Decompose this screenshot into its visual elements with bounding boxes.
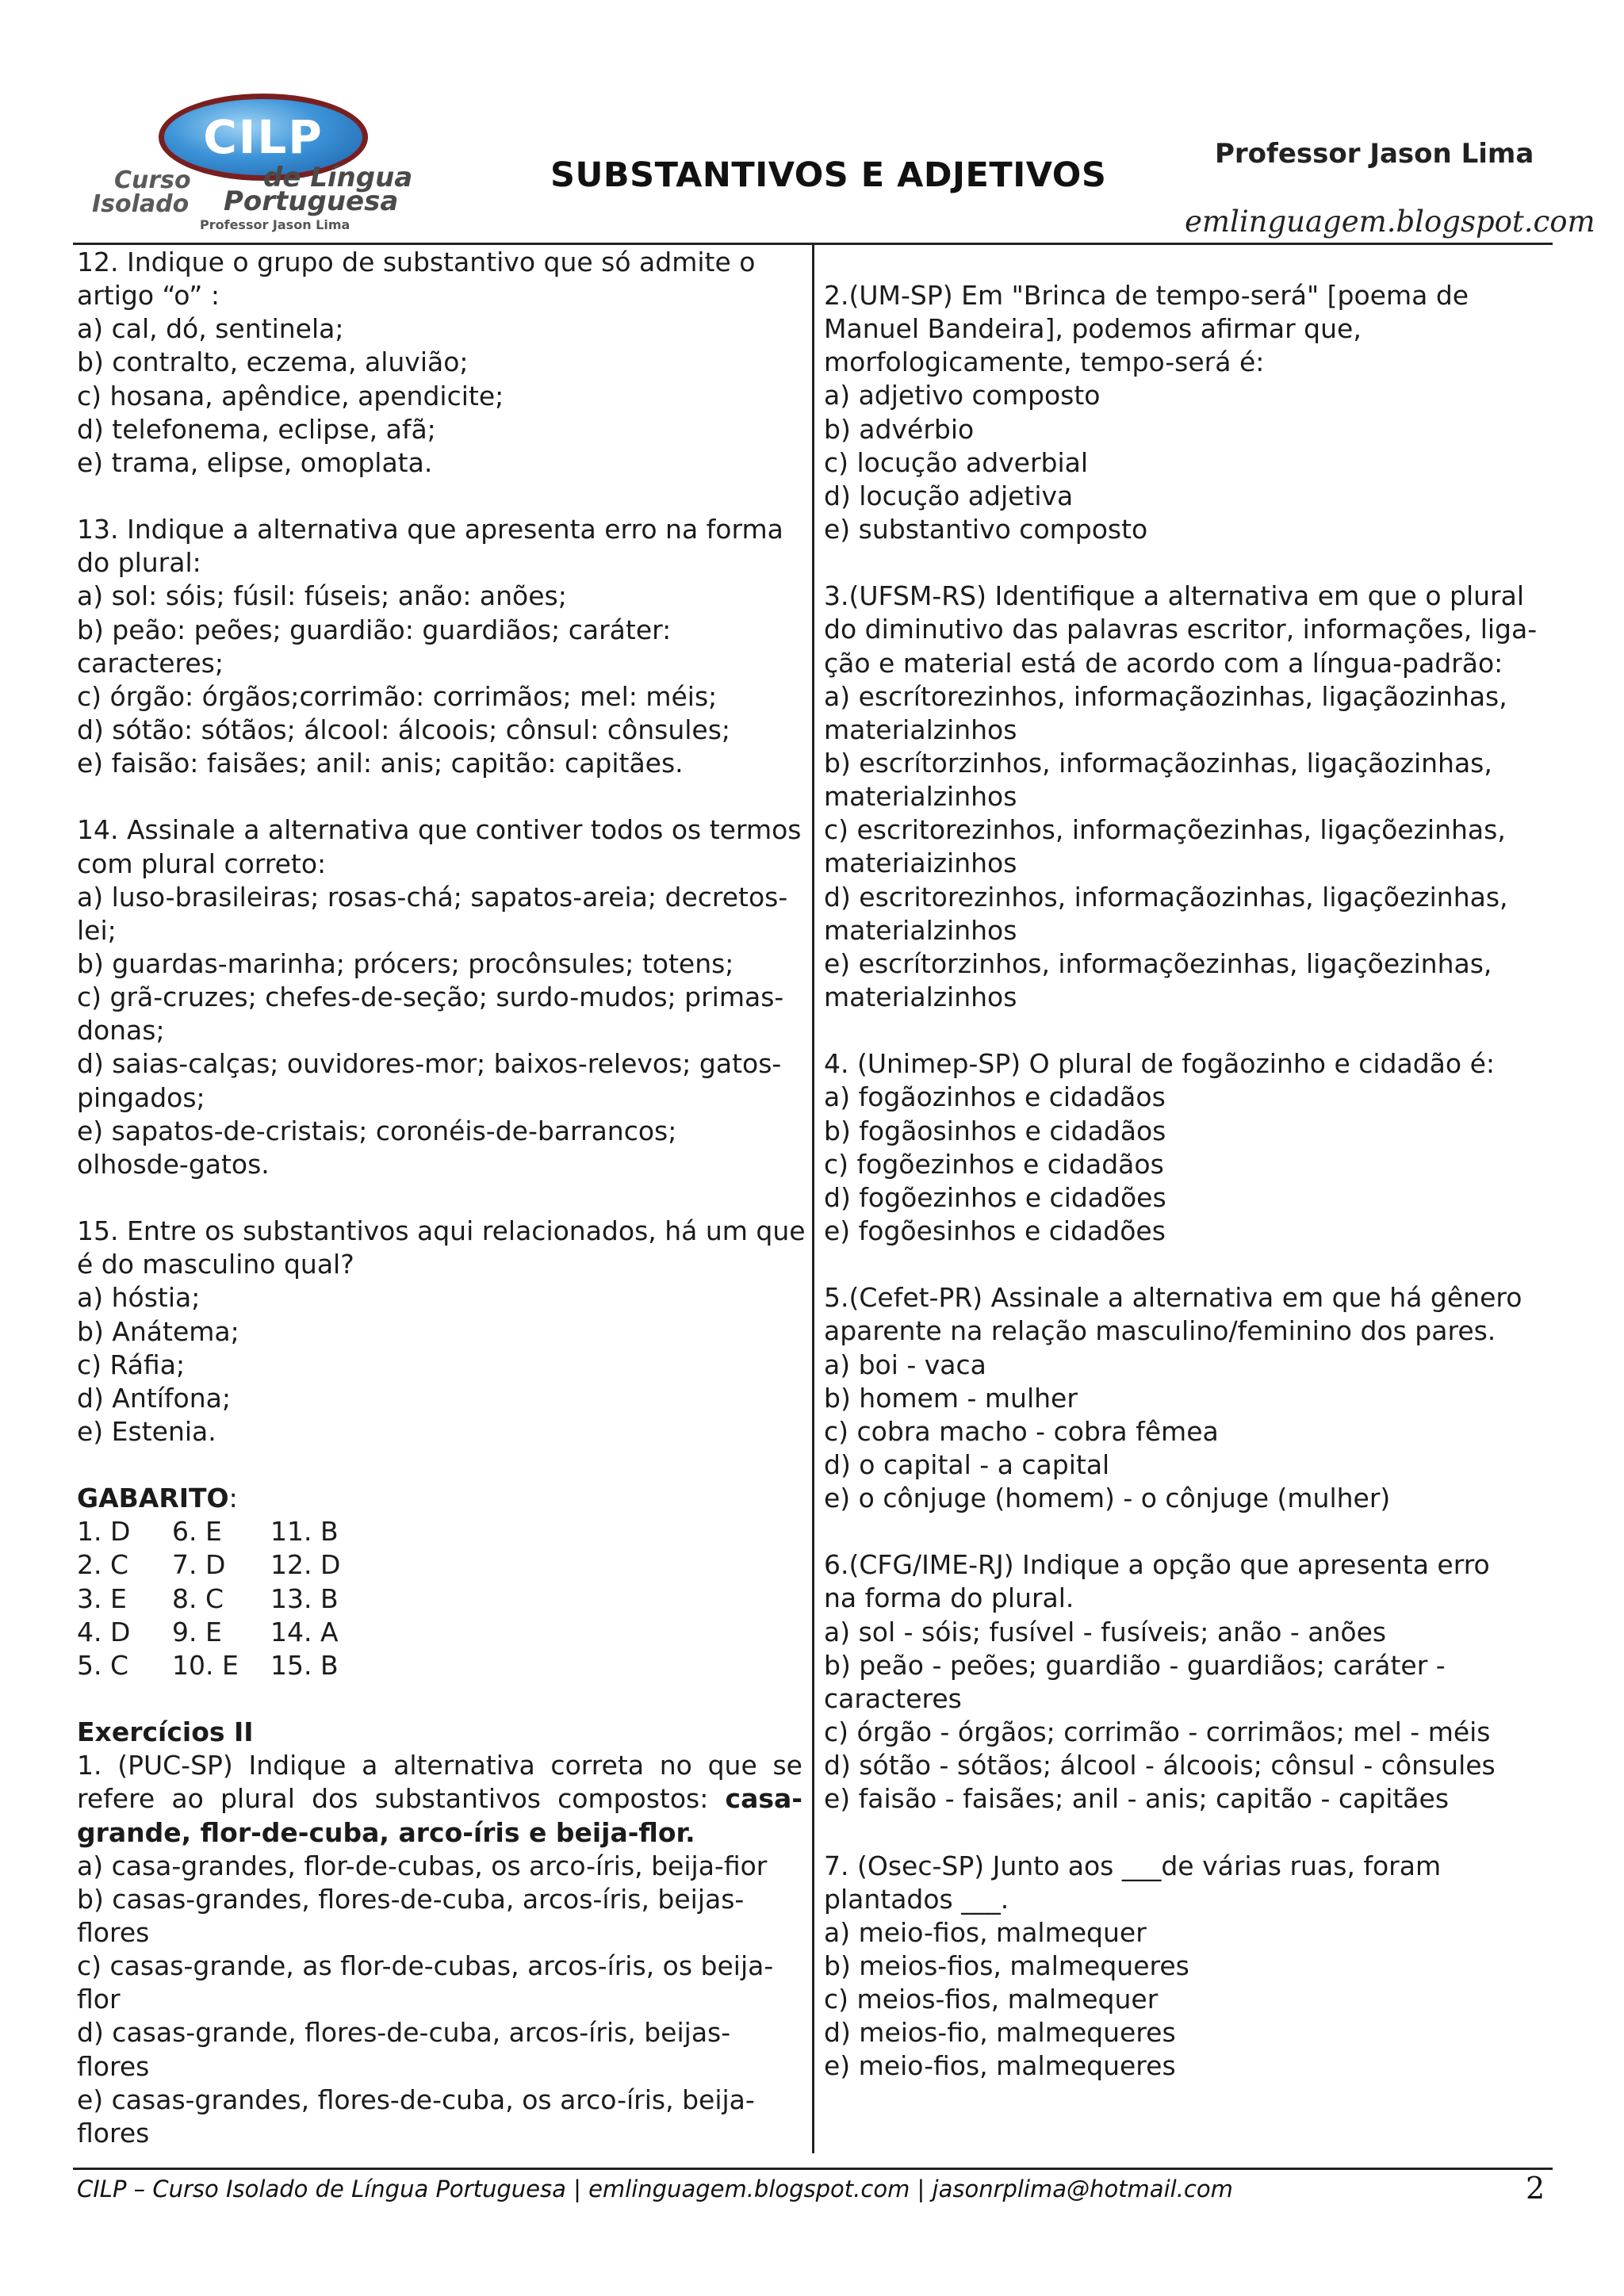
q13-line: do plural:	[77, 547, 201, 579]
exercises-ii-section	[77, 1716, 802, 2150]
spacer	[77, 780, 802, 813]
answer-key-cell: 4. D	[77, 1616, 131, 1647]
q14-option: olhosde-gatos.	[77, 1148, 270, 1180]
ex2-q1-option: flores	[77, 2050, 150, 2082]
answer-key-cell: 3. E	[77, 1582, 127, 1614]
q2-line: Manuel Bandeira], podemos afirmar que,	[824, 313, 1362, 345]
answer-key-cell: 5. C	[77, 1649, 129, 1681]
q13-option: d) sótão: sótãos; álcool: álcoois; cônsul: cônsules;	[77, 714, 731, 745]
answer-key	[77, 1482, 802, 1682]
q3-option: materialzinhos	[824, 781, 1017, 813]
q12-option: a) cal, dó, sentinela;	[77, 313, 344, 345]
ex2-q1-option: d) casas-grande, flores-de-cuba, arcos-íris, beijas-	[77, 2017, 731, 2049]
q3-option: d) escritorezinhos, informaçãozinhas, ligaçõezinhas,	[824, 881, 1508, 913]
answer-key-cell: 1. D	[77, 1516, 131, 1548]
word: ao	[171, 1783, 204, 1815]
q6-line: na forma do plural.	[824, 1582, 1074, 1614]
ex2-q1-option: flores	[77, 2117, 150, 2149]
spacer	[824, 546, 1553, 580]
q2-option: e) substantivo composto	[824, 513, 1148, 545]
q12-option: d) telefonema, eclipse, afã;	[77, 413, 436, 445]
word: dos	[312, 1783, 358, 1815]
q6-line: 6.(CFG/IME-RJ) Indique a opção que apresenta erro	[824, 1549, 1490, 1581]
q7-option: c) meios-fios, malmequer	[824, 1984, 1159, 2015]
q14-line: com plural correto:	[77, 848, 327, 879]
logo-badge-text: CILP	[203, 110, 324, 164]
left-column	[77, 246, 806, 2150]
q15-line: é do masculino qual?	[77, 1249, 354, 1280]
ex2-q1-option: flor	[77, 1984, 121, 2015]
q14-option: e) sapatos-de-cristais; coronéis-de-barrancos;	[77, 1115, 677, 1146]
word: refere	[77, 1783, 155, 1815]
ex2-q1-option: b) casas-grandes, flores-de-cuba, arcos-íris, beijas-	[77, 1883, 745, 1915]
word: substantivos	[374, 1783, 541, 1815]
q2-option: b) advérbio	[824, 413, 975, 445]
q15-option: a) hóstia;	[77, 1282, 201, 1314]
q6-option: a) sol - sóis; fusível - fusíveis; anão - anões	[824, 1616, 1387, 1647]
answer-key-colon: :	[228, 1483, 238, 1514]
q15-option: d) Antífona;	[77, 1382, 231, 1414]
answer-key-row	[77, 1649, 802, 1682]
answer-key-cell: 11. B	[270, 1516, 339, 1548]
column-divider	[812, 243, 814, 2153]
q3-line: 3.(UFSM-RS) Identifique a alternativa em que o plural	[824, 580, 1525, 612]
answer-key-label: GABARITO	[77, 1483, 229, 1514]
word: plural	[220, 1783, 295, 1815]
question-5	[824, 1281, 1553, 1515]
q3-option: c) escritorezinhos, informaçõezinhas, ligaçõezinhas,	[824, 814, 1506, 846]
question-2	[824, 279, 1553, 546]
q14-line: 14. Assinale a alternativa que contiver todos os termos	[77, 814, 802, 846]
q4-line: 4. (Unimep-SP) O plural de fogãozinho e cidadão é:	[824, 1048, 1495, 1080]
answer-key-row	[77, 1582, 802, 1616]
q14-option: donas;	[77, 1015, 165, 1047]
q6-option: d) sótão - sótãos; álcool - álcoois; cônsul - cônsules	[824, 1750, 1496, 1781]
q5-option: e) o cônjuge (homem) - o cônjuge (mulher)	[824, 1483, 1391, 1514]
exercises-ii-heading: Exercícios II	[77, 1716, 254, 1748]
word: se	[772, 1750, 802, 1781]
answer-key-cell: 7. D	[172, 1549, 226, 1581]
spacer	[824, 1014, 1553, 1047]
word: compostos:	[557, 1783, 709, 1815]
word: no	[659, 1750, 692, 1781]
q13-option: e) faisão: faisães; anil: anis; capitão: capitães.	[77, 748, 684, 779]
q12-line: artigo “o” :	[77, 280, 220, 312]
q15-option: c) Ráfia;	[77, 1349, 186, 1380]
ex2-q1-option: a) casa-grandes, flor-de-cubas, os arco-íris, beija-fior	[77, 1850, 768, 1881]
q13-option: c) órgão: órgãos;corrimão: corrimãos; mel: méis;	[77, 680, 718, 712]
word: (PUC-SP)	[117, 1750, 233, 1781]
answer-key-row	[77, 1548, 802, 1582]
spacer	[824, 1515, 1553, 1548]
page-number: 2	[1526, 2171, 1545, 2206]
blog-url: emlinguagem.blogspot.com	[1185, 205, 1595, 239]
q7-option: b) meios-fios, malmequeres	[824, 1950, 1189, 1982]
word: 1.	[77, 1750, 102, 1781]
question-15	[77, 1215, 806, 1448]
q7-line: plantados ___.	[824, 1883, 1009, 1915]
footer-rule	[73, 2168, 1553, 2170]
question-7	[824, 1850, 1553, 2084]
q2-option: a) adjetivo composto	[824, 380, 1101, 411]
q14-option: c) grã-cruzes; chefes-de-seção; surdo-mudos; primas-	[77, 982, 784, 1013]
q3-option: a) escrítorezinhos, informaçãozinhas, ligaçãozinhas,	[824, 680, 1507, 712]
q14-option: pingados;	[77, 1081, 205, 1113]
q5-option: c) cobra macho - cobra fêmea	[824, 1415, 1219, 1447]
cilp-logo	[81, 87, 430, 235]
answer-key-heading	[77, 1482, 802, 1515]
q5-line: 5.(Cefet-PR) Assinale a alternativa em que há gênero	[824, 1282, 1522, 1314]
question-3	[824, 580, 1553, 1014]
q3-option: e) escrítorzinhos, informaçõezinhas, ligaçõezinhas,	[824, 947, 1492, 979]
question-4	[824, 1047, 1553, 1248]
word: Indique	[248, 1750, 347, 1781]
q3-option: materialzinhos	[824, 914, 1017, 946]
q12-option: b) contralto, eczema, aluvião;	[77, 346, 469, 378]
q15-line: 15. Entre os substantivos aqui relacionados, há um que	[77, 1215, 806, 1247]
q5-option: a) boi - vaca	[824, 1349, 986, 1380]
q7-option: d) meios-fio, malmequeres	[824, 2017, 1176, 2049]
q3-option: materiaizinhos	[824, 848, 1017, 879]
q13-line: 13. Indique a alternativa que apresenta erro na forma	[77, 514, 783, 545]
q2-option: c) locução adverbial	[824, 446, 1089, 478]
q6-option: e) faisão - faisães; anil - anis; capitão - capitães	[824, 1783, 1450, 1815]
q2-line: 2.(UM-SP) Em "Brinca de tempo-será" [poema de	[824, 280, 1469, 311]
logo-text-isolado: Isolado	[92, 190, 190, 218]
footer-text: CILP – Curso Isolado de Língua Portuguesa | emlinguagem.blogspot.com | jasonrplima@hotmail.com	[77, 2175, 1233, 2202]
word-bold: casa-	[725, 1783, 802, 1815]
spacer	[824, 1816, 1553, 1849]
professor-name: Professor Jason Lima	[1215, 138, 1534, 170]
question-13	[77, 513, 802, 780]
q5-option: d) o capital - a capital	[824, 1448, 1110, 1480]
q13-option: a) sol: sóis; fúsil: fúseis; anão: anões;	[77, 580, 567, 612]
q4-option: b) fogãosinhos e cidadãos	[824, 1115, 1166, 1146]
logo-text-curso: Curso	[114, 166, 191, 194]
word: alternativa	[393, 1750, 535, 1781]
q6-option: caracteres	[824, 1682, 962, 1714]
q5-option: b) homem - mulher	[824, 1382, 1078, 1414]
q6-option: b) peão - peões; guardião - guardiãos; caráter -	[824, 1649, 1446, 1681]
answer-key-cell: 10. E	[172, 1649, 239, 1681]
answer-key-row	[77, 1515, 802, 1548]
logo-text-professor: Professor Jason Lima	[200, 217, 350, 232]
document-title: SUBSTANTIVOS E ADJETIVOS	[550, 155, 1107, 195]
q3-line: do diminutivo das palavras escritor, informações, liga-	[824, 614, 1538, 645]
q6-option: c) órgão - órgãos; corrimão - corrimãos; mel - méis	[824, 1716, 1491, 1748]
ex2-q1-option: flores	[77, 1917, 150, 1949]
q12-option: e) trama, elipse, omoplata.	[77, 446, 433, 478]
word: correta	[550, 1750, 645, 1781]
answer-key-cell: 12. D	[270, 1549, 341, 1581]
q13-option: caracteres;	[77, 647, 224, 679]
question-14	[77, 813, 802, 1181]
q4-option: a) fogãozinhos e cidadãos	[824, 1081, 1166, 1113]
q3-line: ção e material está de acordo com a língua-padrão:	[824, 647, 1503, 679]
q12-line: 12. Indique o grupo de substantivo que só admite o	[77, 247, 756, 277]
q2-line: morfologicamente, tempo-será é:	[824, 346, 1265, 378]
q4-option: e) fogõesinhos e cidadões	[824, 1215, 1166, 1246]
answer-key-cell: 6. E	[172, 1516, 222, 1548]
q14-option: d) saias-calças; ouvidores-mor; baixos-relevos; gatos-	[77, 1048, 782, 1080]
q13-option: b) peão: peões; guardião: guardiãos; caráter:	[77, 614, 672, 645]
word: que	[707, 1750, 757, 1781]
spacer	[77, 1181, 802, 1215]
answer-key-cell: 13. B	[270, 1582, 339, 1614]
q12-option: c) hosana, apêndice, apendicite;	[77, 380, 504, 411]
question-12	[77, 246, 802, 480]
q7-line: 7. (Osec-SP) Junto aos ___de várias ruas, foram	[824, 1850, 1442, 1881]
q4-option: d) fogõezinhos e cidadões	[824, 1181, 1166, 1213]
ex2-q1-option: c) casas-grande, as flor-de-cubas, arcos-íris, os beija-	[77, 1950, 774, 1982]
answer-key-cell: 9. E	[172, 1616, 222, 1647]
logo-text-portuguesa: Portuguesa	[224, 186, 399, 217]
q14-option: b) guardas-marinha; prócers; procônsules; totens;	[77, 947, 734, 979]
logo-text-de-lingua: de Língua	[263, 162, 413, 193]
q2-option: d) locução adjetiva	[824, 480, 1074, 511]
q3-option: b) escrítorzinhos, informaçãozinhas, ligaçãozinhas,	[824, 747, 1492, 779]
answer-key-cell: 14. A	[270, 1616, 339, 1647]
spacer	[824, 1248, 1553, 1281]
answer-key-cell: 2. C	[77, 1549, 129, 1581]
q7-option: a) meio-fios, malmequer	[824, 1916, 1147, 1948]
spacer	[77, 1682, 802, 1716]
answer-key-cell: 8. C	[172, 1582, 224, 1614]
word: a	[362, 1750, 378, 1781]
question-6	[824, 1548, 1553, 1816]
q3-option: materialzinhos	[824, 714, 1017, 745]
ex2-q1-option: e) casas-grandes, flores-de-cuba, os arco-íris, beija-	[77, 2084, 755, 2115]
spacer	[77, 480, 802, 513]
answer-key-row	[77, 1616, 802, 1649]
q14-option: a) luso-brasileiras; rosas-chá; sapatos-areia; decretos-	[77, 881, 788, 913]
q14-option: lei;	[77, 914, 117, 946]
q3-option: materialzinhos	[824, 981, 1017, 1012]
answer-key-cell: 15. B	[270, 1649, 339, 1681]
q7-option: e) meio-fios, malmequeres	[824, 2050, 1176, 2082]
q15-option: e) Estenia.	[77, 1415, 216, 1447]
ex2-q1-line3: grande, flor-de-cuba, arco-íris e beija-flor.	[77, 1816, 695, 1848]
ex2-q1-line1	[77, 1749, 802, 1782]
q5-line: aparente na relação masculino/feminino dos pares.	[824, 1315, 1496, 1347]
ex2-q1-line2	[77, 1782, 802, 1816]
right-column	[824, 279, 1553, 2084]
spacer	[77, 1448, 802, 1482]
q4-option: c) fogõezinhos e cidadãos	[824, 1148, 1164, 1180]
q15-option: b) Anátema;	[77, 1315, 239, 1347]
